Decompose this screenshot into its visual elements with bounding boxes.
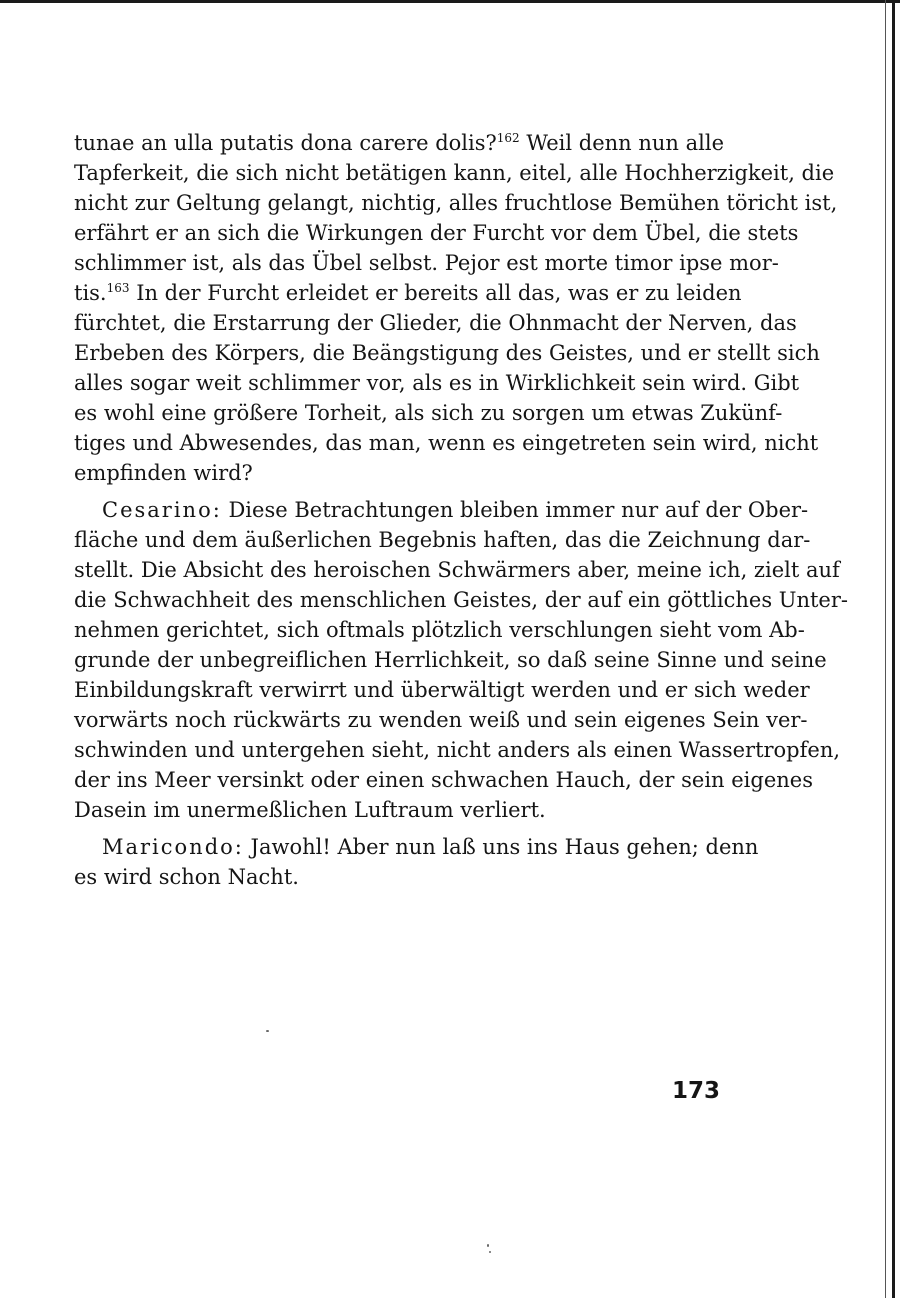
- text-fragment: In der Furcht erleidet er bereits all das, was er zu leiden: [129, 281, 742, 305]
- speaker-name: Maricondo:: [102, 835, 244, 859]
- scan-speck: [489, 1251, 491, 1253]
- footnote-marker-162: 162: [496, 131, 520, 145]
- text-line: nehmen gerichtet, sich oftmals plötzlich verschlungen sieht vom Ab-: [74, 618, 805, 642]
- text-line: grunde der unbegreiflichen Herrlichkeit, so daß seine Sinne und seine: [74, 648, 827, 672]
- text-line: stellt. Die Absicht des heroischen Schwärmers aber, meine ich, zielt auf: [74, 558, 840, 582]
- text-fragment: tis.: [74, 281, 107, 305]
- text-line: schwinden und untergehen sieht, nicht anders als einen Wassertropfen,: [74, 738, 841, 762]
- body-text: [74, 128, 848, 892]
- text-line: tiges und Abwesendes, das man, wenn es eingetreten sein wird, nicht: [74, 431, 819, 455]
- text-line: [74, 832, 759, 862]
- footnote-marker-163: 163: [106, 281, 130, 295]
- page-right-edge-shadow: [885, 0, 886, 1298]
- text-line: alles sogar weit schlimmer vor, als es in Wirklichkeit sein wird. Gibt: [74, 371, 800, 395]
- paragraph-continuation: [74, 128, 838, 488]
- text-line: erfährt er an sich die Wirkungen der Furcht vor dem Übel, die stets: [74, 221, 799, 245]
- text-line: nicht zur Geltung gelangt, nichtig, alles fruchtlose Bemühen töricht ist,: [74, 191, 838, 215]
- text-line: der ins Meer versinkt oder einen schwachen Hauch, der sein eigenes: [74, 768, 813, 792]
- text-line: [74, 495, 809, 525]
- scan-speck: [266, 1030, 269, 1032]
- text-line: Erbeben des Körpers, die Beängstigung des Geistes, und er stellt sich: [74, 341, 820, 365]
- text-line: es wird schon Nacht.: [74, 865, 299, 889]
- text-line: Einbildungskraft verwirrt und überwältigt werden und er sich weder: [74, 678, 810, 702]
- page-right-edge: [892, 0, 895, 1298]
- text-line: fläche und dem äußerlichen Begebnis haften, das die Zeichnung dar-: [74, 528, 811, 552]
- text-fragment: Weil denn nun alle: [519, 131, 724, 155]
- text-fragment: tunae an ulla putatis dona carere dolis?: [74, 131, 497, 155]
- text-fragment: Jawohl! Aber nun laß uns ins Haus gehen; denn: [243, 835, 759, 859]
- text-fragment: Diese Betrachtungen bleiben immer nur auf der Ober-: [221, 498, 809, 522]
- scan-speck: [487, 1244, 489, 1247]
- page-number: 173: [672, 1078, 721, 1104]
- text-line: Tapferkeit, die sich nicht betätigen kann, eitel, alle Hochherzigkeit, die: [74, 161, 835, 185]
- text-line: die Schwachheit des menschlichen Geistes, der auf ein göttliches Unter-: [74, 588, 848, 612]
- paragraph-maricondo: [74, 832, 759, 892]
- page-top-edge: [0, 0, 900, 3]
- text-line: [74, 278, 742, 308]
- text-line: Dasein im unermeßlichen Luftraum verliert.: [74, 798, 546, 822]
- text-line: empfinden wird?: [74, 461, 253, 485]
- text-line: schlimmer ist, als das Übel selbst. Pejor est morte timor ipse mor-: [74, 251, 779, 275]
- text-line: es wohl eine größere Torheit, als sich zu sorgen um etwas Zukünf-: [74, 401, 783, 425]
- speaker-name: Cesarino:: [102, 498, 222, 522]
- text-line: fürchtet, die Erstarrung der Glieder, die Ohnmacht der Nerven, das: [74, 311, 797, 335]
- text-line: vorwärts noch rückwärts zu wenden weiß und sein eigenes Sein ver-: [74, 708, 808, 732]
- text-line: [74, 128, 724, 158]
- paragraph-cesarino: [74, 495, 848, 825]
